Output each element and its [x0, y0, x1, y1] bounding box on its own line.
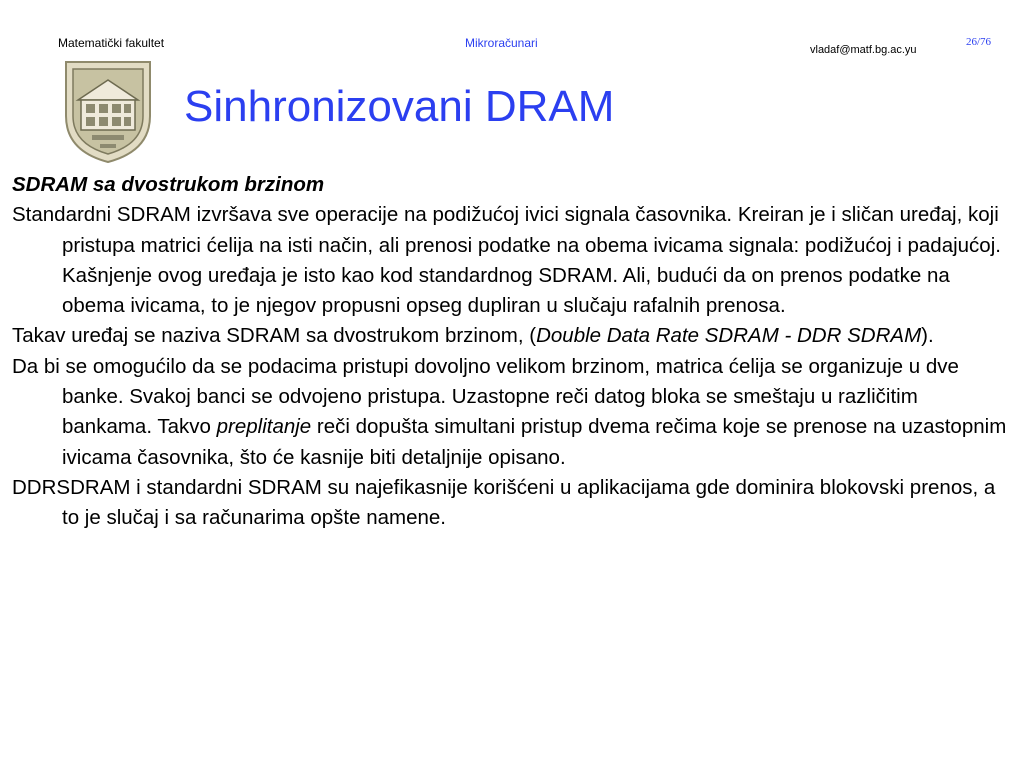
paragraph-text: ).: [921, 324, 934, 348]
paragraph-sdram-operation: Standardni SDRAM izvršava sve operacije na podižućoj ivici signala časovnika. Kreiran je i sličan uređaj, koji pristupa matrici ćelija na isti način, ali prenosi podatke na obema ivicama signala: podižućoj i padajućoj. Kašnjenje ovog uređaja je isto kao kod standardnog SDRAM. Ali, budući da on prenos podatke na obema ivicama, to je njegov propusni opseg dupliran u slučaju rafalnih prenosa.: [12, 203, 1001, 318]
slide-content: [12, 170, 1012, 534]
paragraph-ddr-name: [12, 321, 1012, 351]
author-email: vladaf@matf.bg.ac.yu: [810, 44, 917, 56]
section-subtitle: SDRAM sa dvostrukom brzinom: [12, 173, 325, 196]
interleaving-term: preplitanje: [216, 415, 312, 439]
paragraph-text: Takav uređaj se naziva SDRAM sa dvostrukom brzinom, (: [12, 324, 537, 348]
ddr-term: Double Data Rate SDRAM - DDR SDRAM: [536, 324, 922, 348]
course-name: Mikroračunari: [465, 36, 538, 50]
page-number: 26/76: [966, 36, 992, 48]
faculty-name: Matematički fakultet: [58, 36, 165, 50]
slide-title: Sinhronizovani DRAM: [184, 82, 615, 131]
faculty-seal-logo: [58, 56, 158, 166]
paragraph-text: Da bi se omogućilo da se podacima pristupi dovoljno velikom brzinom, matrica ćelija se organizuje u dve banke. Svakoj banci se odvojeno pristupa. Uzastopne reči datog bloka se smeštaju u različitim bankama. Takvo: [12, 354, 959, 439]
paragraph-interleaving: [12, 352, 1012, 473]
paragraph-text: reči dopušta simultani pristup dvema rečima koje se prenose na uzastopnim ivicama časovnika, što će kasnije biti detaljnije opisano.: [62, 415, 1007, 469]
paragraph-applications: DDRSDRAM i standardni SDRAM su najefikasnije korišćeni u aplikacijama gde dominira blokovski prenos, a to je slučaj i sa računarima opšte namene.: [12, 475, 996, 530]
